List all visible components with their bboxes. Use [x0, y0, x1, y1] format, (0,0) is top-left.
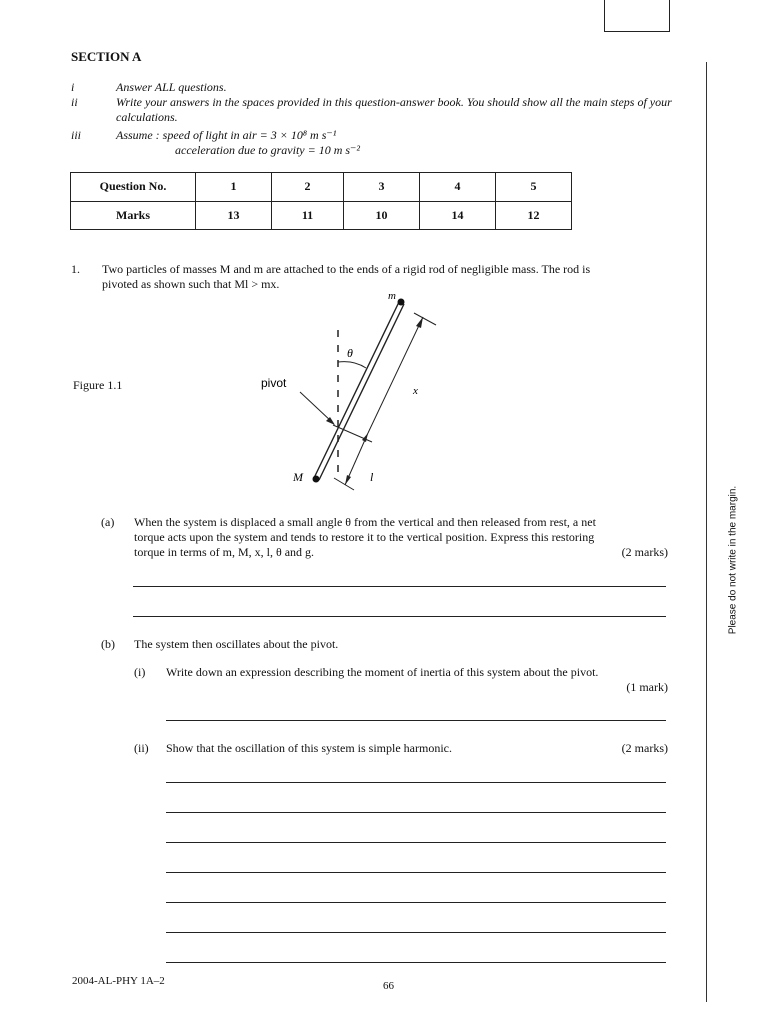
label-theta: θ: [347, 346, 353, 360]
answer-line[interactable]: [133, 586, 666, 587]
instruction-num: ii: [71, 95, 78, 109]
table-cell: 14: [420, 201, 496, 230]
answer-line[interactable]: [166, 872, 666, 873]
x-arrowhead: [416, 317, 423, 328]
table-row: [71, 201, 572, 230]
label-x: x: [413, 385, 418, 397]
label-pivot: pivot: [261, 376, 287, 390]
page-number: 66: [383, 980, 394, 992]
answer-line[interactable]: [166, 902, 666, 903]
figure-label: Figure 1.1: [73, 378, 123, 392]
part-b-i-text: Write down an expression describing the moment of inertia of this system about the pivot.: [166, 665, 599, 679]
table-cell: 4: [420, 173, 496, 202]
part-b-label: (b): [101, 637, 115, 651]
answer-line[interactable]: [166, 962, 666, 963]
table-cell: 5: [495, 173, 571, 202]
label-m: m: [388, 290, 396, 302]
label-M: M: [293, 470, 303, 484]
part-a-text: torque acts upon the system and tends to restore it to the vertical position. Express this restoring: [134, 530, 595, 544]
answer-line[interactable]: [166, 842, 666, 843]
answer-line[interactable]: [166, 782, 666, 783]
l-arrowhead: [345, 475, 351, 485]
question-stem-line: Two particles of masses M and m are attached to the ends of a rigid rod of negligible mass. The rod is: [102, 262, 591, 276]
table-cell: 10: [344, 201, 420, 230]
question-number: 1.: [71, 262, 80, 276]
mass-m-dot: [398, 299, 405, 306]
part-a-text: When the system is displaced a small angle θ from the vertical and then released from rest, a net: [134, 515, 596, 529]
part-a-marks: (2 marks): [621, 545, 668, 559]
rod-line: [319, 304, 404, 480]
part-b-ii-label: (ii): [134, 741, 149, 755]
instruction-text: Write your answers in the spaces provided in this question-answer book. You should show all the main steps of your calculations.: [116, 95, 672, 124]
part-b-i-marks: (1 mark): [626, 680, 668, 694]
theta-arc: [338, 362, 366, 368]
rod-diagram: [250, 290, 450, 500]
part-b-ii-text: Show that the oscillation of this system is simple harmonic.: [166, 741, 452, 755]
table-header-label: Question No.: [71, 173, 196, 202]
instruction-num: i: [71, 80, 75, 94]
candidate-number-box: [604, 0, 670, 32]
instruction-text: acceleration due to gravity = 10 m s⁻²: [175, 143, 360, 157]
label-l: l: [370, 470, 374, 484]
part-b-ii-marks: (2 marks): [621, 741, 668, 755]
table-cell: 13: [196, 201, 272, 230]
table-cell: 1: [196, 173, 272, 202]
table-row-label: Marks: [71, 201, 196, 230]
part-b-i-label: (i): [134, 665, 146, 679]
table-cell: 12: [495, 201, 571, 230]
table-cell: 2: [271, 173, 343, 202]
answer-line[interactable]: [133, 616, 666, 617]
part-a-label: (a): [101, 515, 115, 529]
instruction-text: Assume : speed of light in air = 3 × 10⁸ m s⁻¹: [116, 128, 337, 142]
answer-line[interactable]: [166, 812, 666, 813]
part-a-text: torque in terms of m, M, x, l, θ and g.: [134, 545, 315, 559]
rod-line: [314, 302, 399, 478]
table-cell: 3: [344, 173, 420, 202]
paper-code: 2004-AL-PHY 1A–2: [72, 975, 165, 987]
l-dimension-tick: [334, 478, 354, 490]
x-dimension-tick: [414, 313, 436, 325]
x-dimension-line: [368, 317, 423, 433]
part-b-text: The system then oscillates about the pivot.: [134, 637, 339, 651]
answer-line[interactable]: [166, 932, 666, 933]
marks-table: [70, 172, 572, 230]
pivot-arrow-line: [300, 392, 332, 422]
instruction-text: Answer ALL questions.: [116, 80, 227, 94]
instructions: [71, 80, 681, 160]
instruction-num: iii: [71, 128, 82, 142]
table-cell: 11: [271, 201, 343, 230]
mass-M-dot: [313, 476, 320, 483]
section-title: SECTION A: [71, 49, 142, 64]
table-row: [71, 173, 572, 202]
margin-note: Please do not write in the margin.: [727, 485, 739, 635]
question-stem-line: pivoted as shown such that Ml > mx.: [102, 277, 280, 291]
margin-line: [706, 62, 707, 1002]
answer-line[interactable]: [166, 720, 666, 721]
